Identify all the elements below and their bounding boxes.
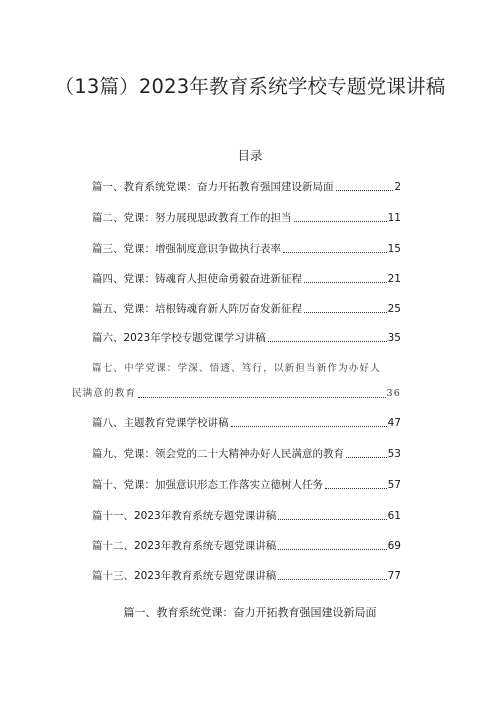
toc-entry-title: 篇五、党课：培根铸魂育新人阵厉奋发新征程 (92, 303, 302, 315)
toc-entry[interactable] (92, 416, 401, 430)
toc-leader-dots (278, 549, 386, 550)
toc-leader-dots (336, 190, 394, 191)
toc-entry-title-line2: 民满意的教育 (72, 388, 137, 399)
toc-entry-title: 篇一、教育系统党课：奋力开拓教育强国建设新局面 (92, 181, 334, 193)
toc-entry-page: 57 (387, 479, 401, 491)
section-heading: 篇一、教育系统党课：奋力开拓教育强国建设新局面 (123, 606, 377, 619)
document-title: （13篇）2023年教育系统学校专题党课讲稿 (54, 75, 446, 98)
toc-entry-page: 77 (387, 570, 401, 582)
toc-entry-title: 篇六、2023年学校专题党课学习讲稿 (92, 332, 266, 344)
toc-entry-title-line1[interactable]: 篇七、中学党课：学深、悟透、笃行，以新担当新作为办好人 (92, 363, 381, 374)
toc-entry[interactable] (92, 302, 401, 316)
toc-entry[interactable] (92, 569, 401, 583)
toc-leader-dots (138, 397, 385, 398)
toc-leader-dots (231, 426, 387, 427)
toc-leader-dots (294, 221, 387, 222)
toc-entry-page: 47 (387, 417, 401, 429)
toc-entry-page: 2 (394, 181, 401, 193)
toc-entry-title: 篇十三、2023年教育系统专题党课讲稿 (92, 570, 277, 582)
toc-entry-title: 篇四、党课：铸魂育人担使命勇毅奋进新征程 (92, 273, 302, 285)
toc-leader-dots (304, 282, 387, 283)
toc-leader-dots (304, 312, 387, 313)
toc-entry[interactable] (92, 509, 401, 523)
toc-entry-title: 篇十二、2023年教育系统专题党课讲稿 (92, 540, 277, 552)
toc-entry-page: 11 (387, 212, 401, 224)
toc-entry[interactable] (92, 242, 401, 256)
toc-entry[interactable] (92, 272, 401, 286)
toc-entry-title: 篇二、党课：努力展现思政教育工作的担当 (92, 212, 292, 224)
toc-leader-dots (268, 341, 387, 342)
toc-entry[interactable] (72, 387, 401, 401)
toc-entry-title: 篇三、党课：增强制度意识争做执行表率 (92, 243, 281, 255)
toc-leader-dots (346, 457, 387, 458)
toc-entry-page: 21 (387, 273, 401, 285)
toc-entry-page: 35 (387, 332, 401, 344)
toc-leader-dots (278, 579, 386, 580)
toc-entry-page: 61 (387, 510, 401, 522)
toc-entry-page: 15 (387, 243, 401, 255)
toc-entry-title: 篇九、党课：领会党的二十大精神办好人民满意的教育 (92, 448, 344, 460)
toc-entry-title: 篇八、主题教育党课学校讲稿 (92, 417, 229, 429)
toc-entry[interactable] (92, 331, 401, 345)
toc-entry-title: 篇十、党课：加强意识形态工作落实立德树人任务 (92, 479, 323, 491)
toc-heading: 目录 (237, 148, 263, 163)
toc-entry-page: 53 (387, 448, 401, 460)
toc-entry-title: 篇十一、2023年教育系统专题党课讲稿 (92, 510, 277, 522)
toc-entry[interactable] (92, 539, 401, 553)
toc-entry-page: 25 (387, 303, 401, 315)
toc-leader-dots (278, 519, 386, 520)
toc-entry[interactable] (92, 180, 401, 194)
toc-entry[interactable] (92, 478, 401, 492)
toc-entry-page: 69 (387, 540, 401, 552)
toc-leader-dots (283, 252, 387, 253)
toc-entry[interactable] (92, 211, 401, 225)
toc-entry-page: 36 (386, 388, 401, 399)
toc-entry[interactable] (92, 447, 401, 461)
toc-leader-dots (325, 488, 387, 489)
